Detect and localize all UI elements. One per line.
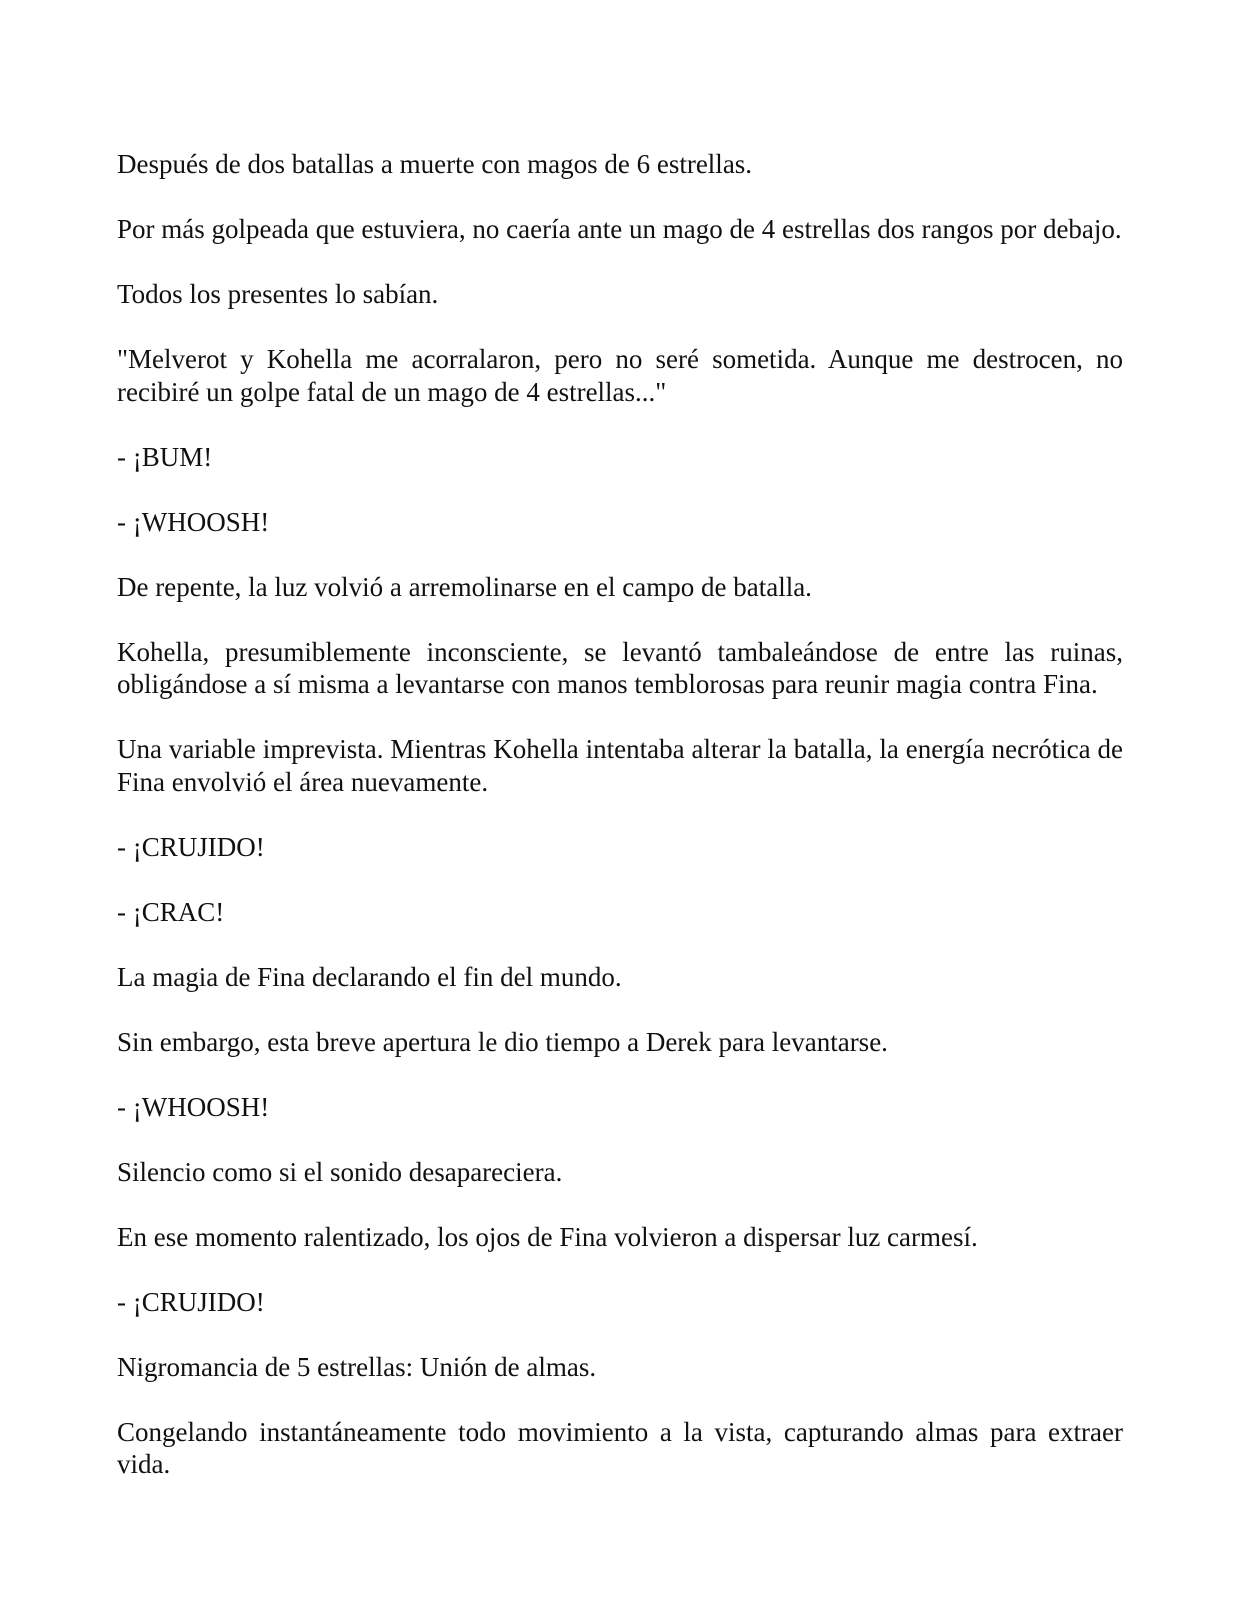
paragraph: Congelando instantáneamente todo movimiento a la vista, capturando almas para extraer vida. — [117, 1416, 1123, 1479]
paragraph: Silencio como si el sonido desapareciera. — [117, 1156, 563, 1187]
paragraph: - ¡CRUJIDO! — [117, 831, 265, 862]
paragraph: Nigromancia de 5 estrellas: Unión de almas. — [117, 1351, 597, 1382]
paragraph: Sin embargo, esta breve apertura le dio tiempo a Derek para levantarse. — [117, 1026, 888, 1057]
paragraph: En ese momento ralentizado, los ojos de Fina volvieron a dispersar luz carmesí. — [117, 1221, 978, 1252]
paragraph: "Melverot y Kohella me acorralaron, pero no seré sometida. Aunque me destrocen, no recibiré un golpe fatal de un mago de 4 estrellas..." — [117, 344, 1123, 407]
paragraph: - ¡CRAC! — [117, 896, 225, 927]
paragraph: - ¡CRUJIDO! — [117, 1286, 265, 1317]
paragraph: - ¡WHOOSH! — [117, 1091, 270, 1122]
paragraph: Una variable imprevista. Mientras Kohella intentaba alterar la batalla, la energía necrótica de Fina envolvió el área nuevamente. — [117, 734, 1123, 797]
paragraph: Por más golpeada que estuviera, no caería ante un mago de 4 estrellas dos rangos por debajo. — [117, 214, 1122, 244]
paragraph: - ¡BUM! — [117, 441, 213, 472]
paragraph: La magia de Fina declarando el fin del mundo. — [117, 961, 622, 992]
paragraph: - ¡WHOOSH! — [117, 506, 270, 537]
body-text — [117, 148, 1123, 1481]
paragraph: Kohella, presumiblemente inconsciente, se levantó tambaleándose de entre las ruinas, obligándose a sí misma a levantarse con manos temblorosas para reunir magia contra Fina. — [117, 636, 1123, 699]
paragraph: Después de dos batallas a muerte con magos de 6 estrellas. — [117, 149, 753, 179]
paragraph: De repente, la luz volvió a arremolinarse en el campo de batalla. — [117, 571, 812, 602]
paragraph: Todos los presentes lo sabían. — [117, 279, 439, 309]
